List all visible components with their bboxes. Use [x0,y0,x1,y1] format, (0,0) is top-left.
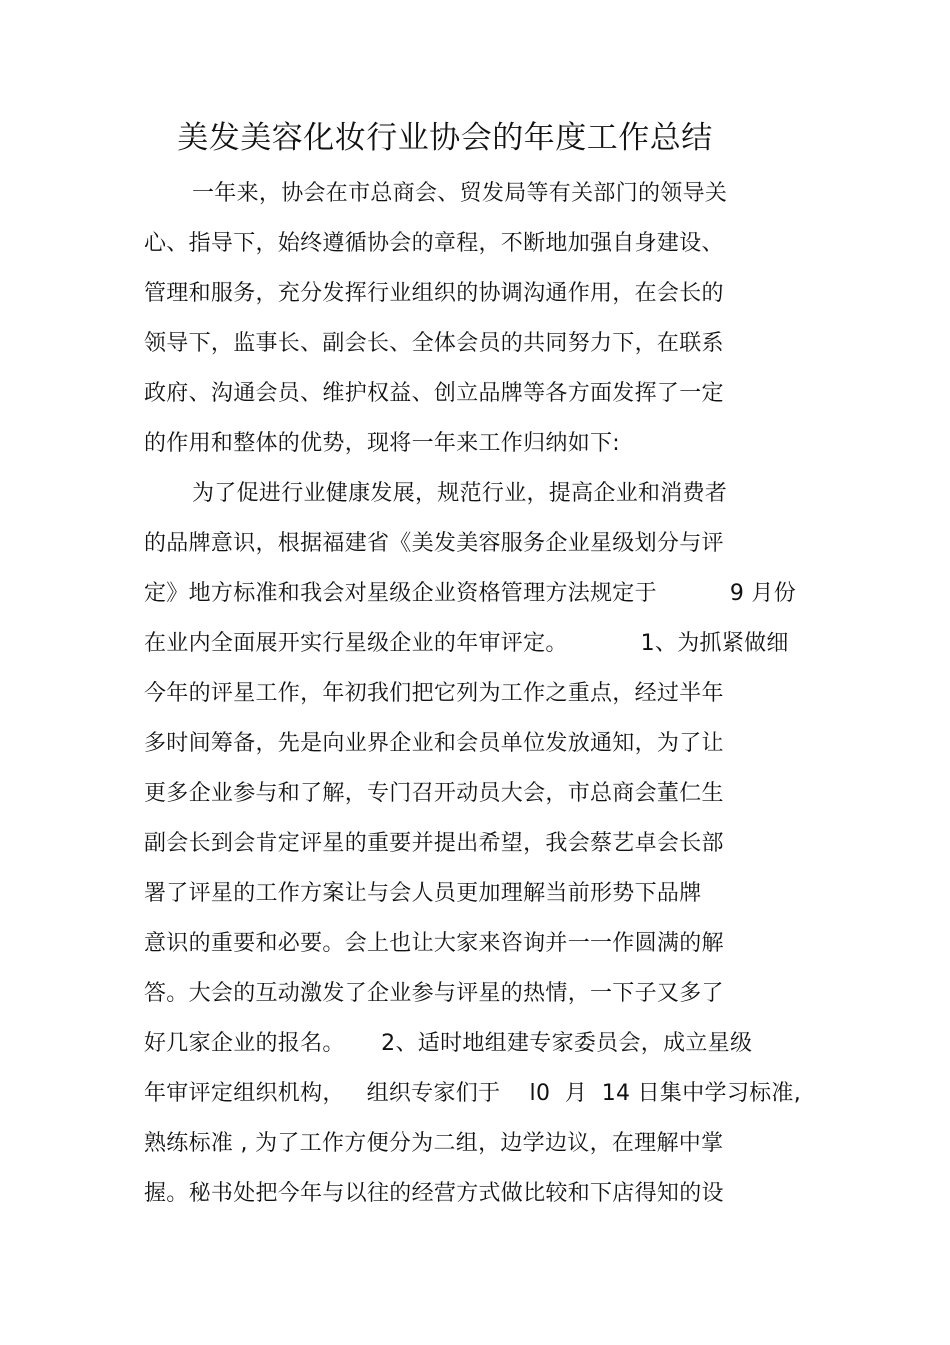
text-line: 的作用和整体的优势，现将一年来工作归纳如下: [144,431,621,456]
document-title: 美发美容化妆行业协会的年度工作总结 [177,120,713,156]
document-body [144,169,844,1219]
text-line: 署了评星的工作方案让与会人员更加理解当前形势下品牌 [144,881,702,906]
text-line: 一年来，协会在市总商会、贸发局等有关部门的领导关 [192,181,728,206]
text-line: 意识的重要和必要。会上也让大家来咨询并一一作圆满的解 [144,931,724,956]
text-line: 领导下，监事长、副会长、全体会员的共同努力下，在联系 [144,331,724,356]
text-line: 年审评定组织机构， 组织专家们于 l0 月 14 日集中学习标准, [144,1081,802,1106]
text-line: 答。大会的互动激发了企业参与评星的热情，一下子又多了 [144,981,724,1006]
text-line: 定》地方标准和我会对星级企业资格管理方法规定于 9 月份 [144,581,797,606]
text-line: 熟练标准 , 为了工作方便分为二组，边学边议，在理解中掌 [144,1131,724,1156]
text-line: 在业内全面展开实行星级企业的年审评定。 1、为抓紧做细 [144,631,789,656]
text-line: 的品牌意识，根据福建省《美发美容服务企业星级划分与评 [144,531,724,556]
text-line: 好几家企业的报名。 2、适时地组建专家委员会，成立星级 [144,1031,753,1056]
text-line: 更多企业参与和了解，专门召开动员大会，市总商会董仁生 [144,781,724,806]
text-line: 心、指导下，始终遵循协会的章程，不断地加强自身建设、 [144,231,724,256]
text-line: 多时间筹备，先是向业界企业和会员单位发放通知，为了让 [144,731,724,756]
text-line: 副会长到会肯定评星的重要并提出希望，我会蔡艺卓会长部 [144,831,724,856]
text-line: 今年的评星工作，年初我们把它列为工作之重点，经过半年 [144,681,724,706]
text-line: 政府、沟通会员、维护权益、创立品牌等各方面发挥了一定 [144,381,724,406]
text-line: 管理和服务，充分发挥行业组织的协调沟通作用，在会长的 [144,281,724,306]
text-line: 握。秘书处把今年与以往的经营方式做比较和下店得知的设 [144,1181,724,1206]
text-line: 为了促进行业健康发展，规范行业，提高企业和消费者 [192,481,728,506]
